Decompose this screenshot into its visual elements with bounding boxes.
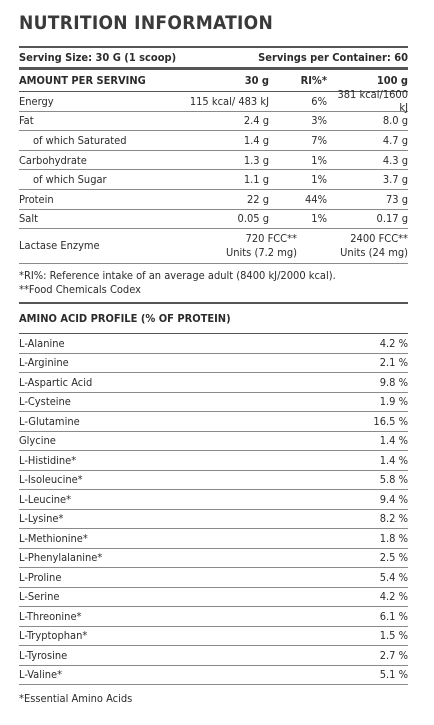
nutrient-ri: 6%: [311, 94, 327, 108]
amino-row: [19, 490, 408, 510]
amino-name: L-Alanine: [19, 336, 65, 350]
amino-row: [19, 354, 408, 374]
amino-value: 2.7 %: [379, 648, 408, 662]
nutrient-ri: 1%: [311, 153, 327, 167]
nutrient-row: [19, 112, 408, 132]
lactase-100g: [297, 232, 408, 260]
nutrient-list: [19, 88, 408, 229]
amino-name: L-Glutamine: [19, 414, 80, 428]
amino-name: L-Threonine*: [19, 609, 82, 623]
amino-row: [19, 588, 408, 608]
amino-list: [19, 334, 408, 685]
amino-row: [19, 471, 408, 491]
amino-name: L-Tyrosine: [19, 648, 68, 662]
amino-value: 8.2 %: [379, 512, 408, 526]
amino-value: 5.1 %: [379, 668, 408, 682]
nutrition-footnotes: [19, 264, 408, 304]
amino-value: 2.5 %: [379, 551, 408, 565]
amino-name: L-Arginine: [19, 356, 69, 370]
amino-name: L-Aspartic Acid: [19, 375, 93, 389]
amino-value: 1.5 %: [379, 629, 408, 643]
amino-row: [19, 334, 408, 354]
nutrient-name: Carbohydrate: [19, 153, 87, 167]
amino-name: L-Cysteine: [19, 395, 71, 409]
amino-name: Glycine: [19, 434, 56, 448]
amino-name: L-Phenylalanine*: [19, 551, 103, 565]
nutrient-name: of which Saturated: [33, 133, 127, 147]
lactase-serving-line2: Units (7.2 mg): [226, 246, 297, 260]
nutrient-row: [19, 210, 408, 230]
amino-row: [19, 666, 408, 686]
amino-row: [19, 627, 408, 647]
amino-value: 9.8 %: [379, 375, 408, 389]
nutrient-serving: 1.1 g: [243, 173, 269, 187]
nutrient-ri: 1%: [311, 212, 327, 226]
lactase-serving: [171, 232, 297, 260]
nutrient-name: Protein: [19, 192, 54, 206]
nutrient-serving: 1.4 g: [243, 133, 269, 147]
amino-header: AMINO ACID PROFILE (% OF PROTEIN): [19, 304, 408, 334]
nutrient-row: [19, 88, 408, 115]
nutrient-serving: 0.05 g: [237, 212, 269, 226]
amino-row: [19, 529, 408, 549]
lactase-name: Lactase Enzyme: [19, 239, 100, 253]
amino-name: L-Methionine*: [19, 531, 88, 545]
amino-name: L-Serine: [19, 590, 60, 604]
nutrient-name: Energy: [19, 94, 54, 108]
nutrient-name: Salt: [19, 212, 38, 226]
amino-value: 2.1 %: [379, 356, 408, 370]
amino-row: [19, 393, 408, 413]
amino-row: [19, 549, 408, 569]
nutrient-100g: 8.0 g: [382, 114, 408, 128]
nutrient-row: [19, 151, 408, 171]
amino-name: L-Proline: [19, 570, 62, 584]
amino-row: [19, 451, 408, 471]
nutrient-ri: 44%: [305, 192, 327, 206]
nutrient-100g: 73 g: [385, 192, 408, 206]
serving-size: Serving Size: 30 G (1 scoop): [19, 51, 177, 64]
nutrition-panel: [19, 0, 408, 705]
lactase-serving-line1: 720 FCC**: [245, 232, 297, 246]
amino-row: [19, 510, 408, 530]
nutrient-serving: 1.3 g: [243, 153, 269, 167]
amino-name: L-Valine*: [19, 668, 63, 682]
amino-name: L-Tryptophan*: [19, 629, 88, 643]
servings-per-container: Servings per Container: 60: [258, 51, 408, 64]
nutrient-100g: 381 kcal/1600 kJ: [337, 88, 408, 115]
amino-row: [19, 568, 408, 588]
nutrient-row: [19, 131, 408, 151]
serving-row: [19, 48, 408, 70]
amount-header-label: AMOUNT PER SERVING: [19, 74, 146, 87]
amino-row: [19, 607, 408, 627]
nutrient-serving: 22 g: [246, 192, 269, 206]
header-col-serving: 30 g: [244, 74, 269, 87]
lactase-row: [19, 229, 408, 264]
amino-row: [19, 373, 408, 393]
amino-value: 1.8 %: [379, 531, 408, 545]
ri-footnote: *RI%: Reference intake of an average adult (8400 kJ/2000 kcal).: [19, 269, 336, 283]
nutrient-row: [19, 170, 408, 190]
lactase-100g-line2: Units (24 mg): [340, 246, 408, 260]
page-title: NUTRITION INFORMATION: [19, 0, 408, 48]
amino-value: 5.8 %: [379, 473, 408, 487]
nutrient-100g: 0.17 g: [376, 212, 408, 226]
amino-value: 4.2 %: [379, 336, 408, 350]
amino-name: L-Histidine*: [19, 453, 77, 467]
nutrient-name: of which Sugar: [33, 173, 107, 187]
amino-value: 1.4 %: [379, 453, 408, 467]
header-col-ri: RI%*: [300, 74, 327, 87]
lactase-100g-line1: 2400 FCC**: [350, 232, 408, 246]
amino-name: L-Lysine*: [19, 512, 64, 526]
amino-value: 1.4 %: [379, 434, 408, 448]
amino-row: [19, 412, 408, 432]
amino-name: L-Isoleucine*: [19, 473, 83, 487]
nutrient-100g: 4.7 g: [382, 133, 408, 147]
nutrient-serving: 2.4 g: [243, 114, 269, 128]
amino-value: 1.9 %: [379, 395, 408, 409]
nutrient-100g: 4.3 g: [382, 153, 408, 167]
nutrient-name: Fat: [19, 114, 34, 128]
amino-name: L-Leucine*: [19, 492, 72, 506]
nutrient-ri: 3%: [311, 114, 327, 128]
nutrient-serving: 115 kcal/ 483 kJ: [189, 94, 269, 108]
fcc-footnote: **Food Chemicals Codex: [19, 283, 141, 297]
nutrient-100g: 3.7 g: [382, 173, 408, 187]
nutrient-ri: 1%: [311, 173, 327, 187]
amino-value: 5.4 %: [379, 570, 408, 584]
nutrient-ri: 7%: [311, 133, 327, 147]
amino-value: 6.1 %: [379, 609, 408, 623]
nutrient-row: [19, 190, 408, 210]
amino-value: 9.4 %: [379, 492, 408, 506]
header-col-100g: 100 g: [376, 74, 408, 87]
amino-value: 16.5 %: [373, 414, 408, 428]
amino-row: [19, 432, 408, 452]
amino-value: 4.2 %: [379, 590, 408, 604]
amino-row: [19, 646, 408, 666]
essential-footnote: *Essential Amino Acids: [19, 692, 133, 706]
